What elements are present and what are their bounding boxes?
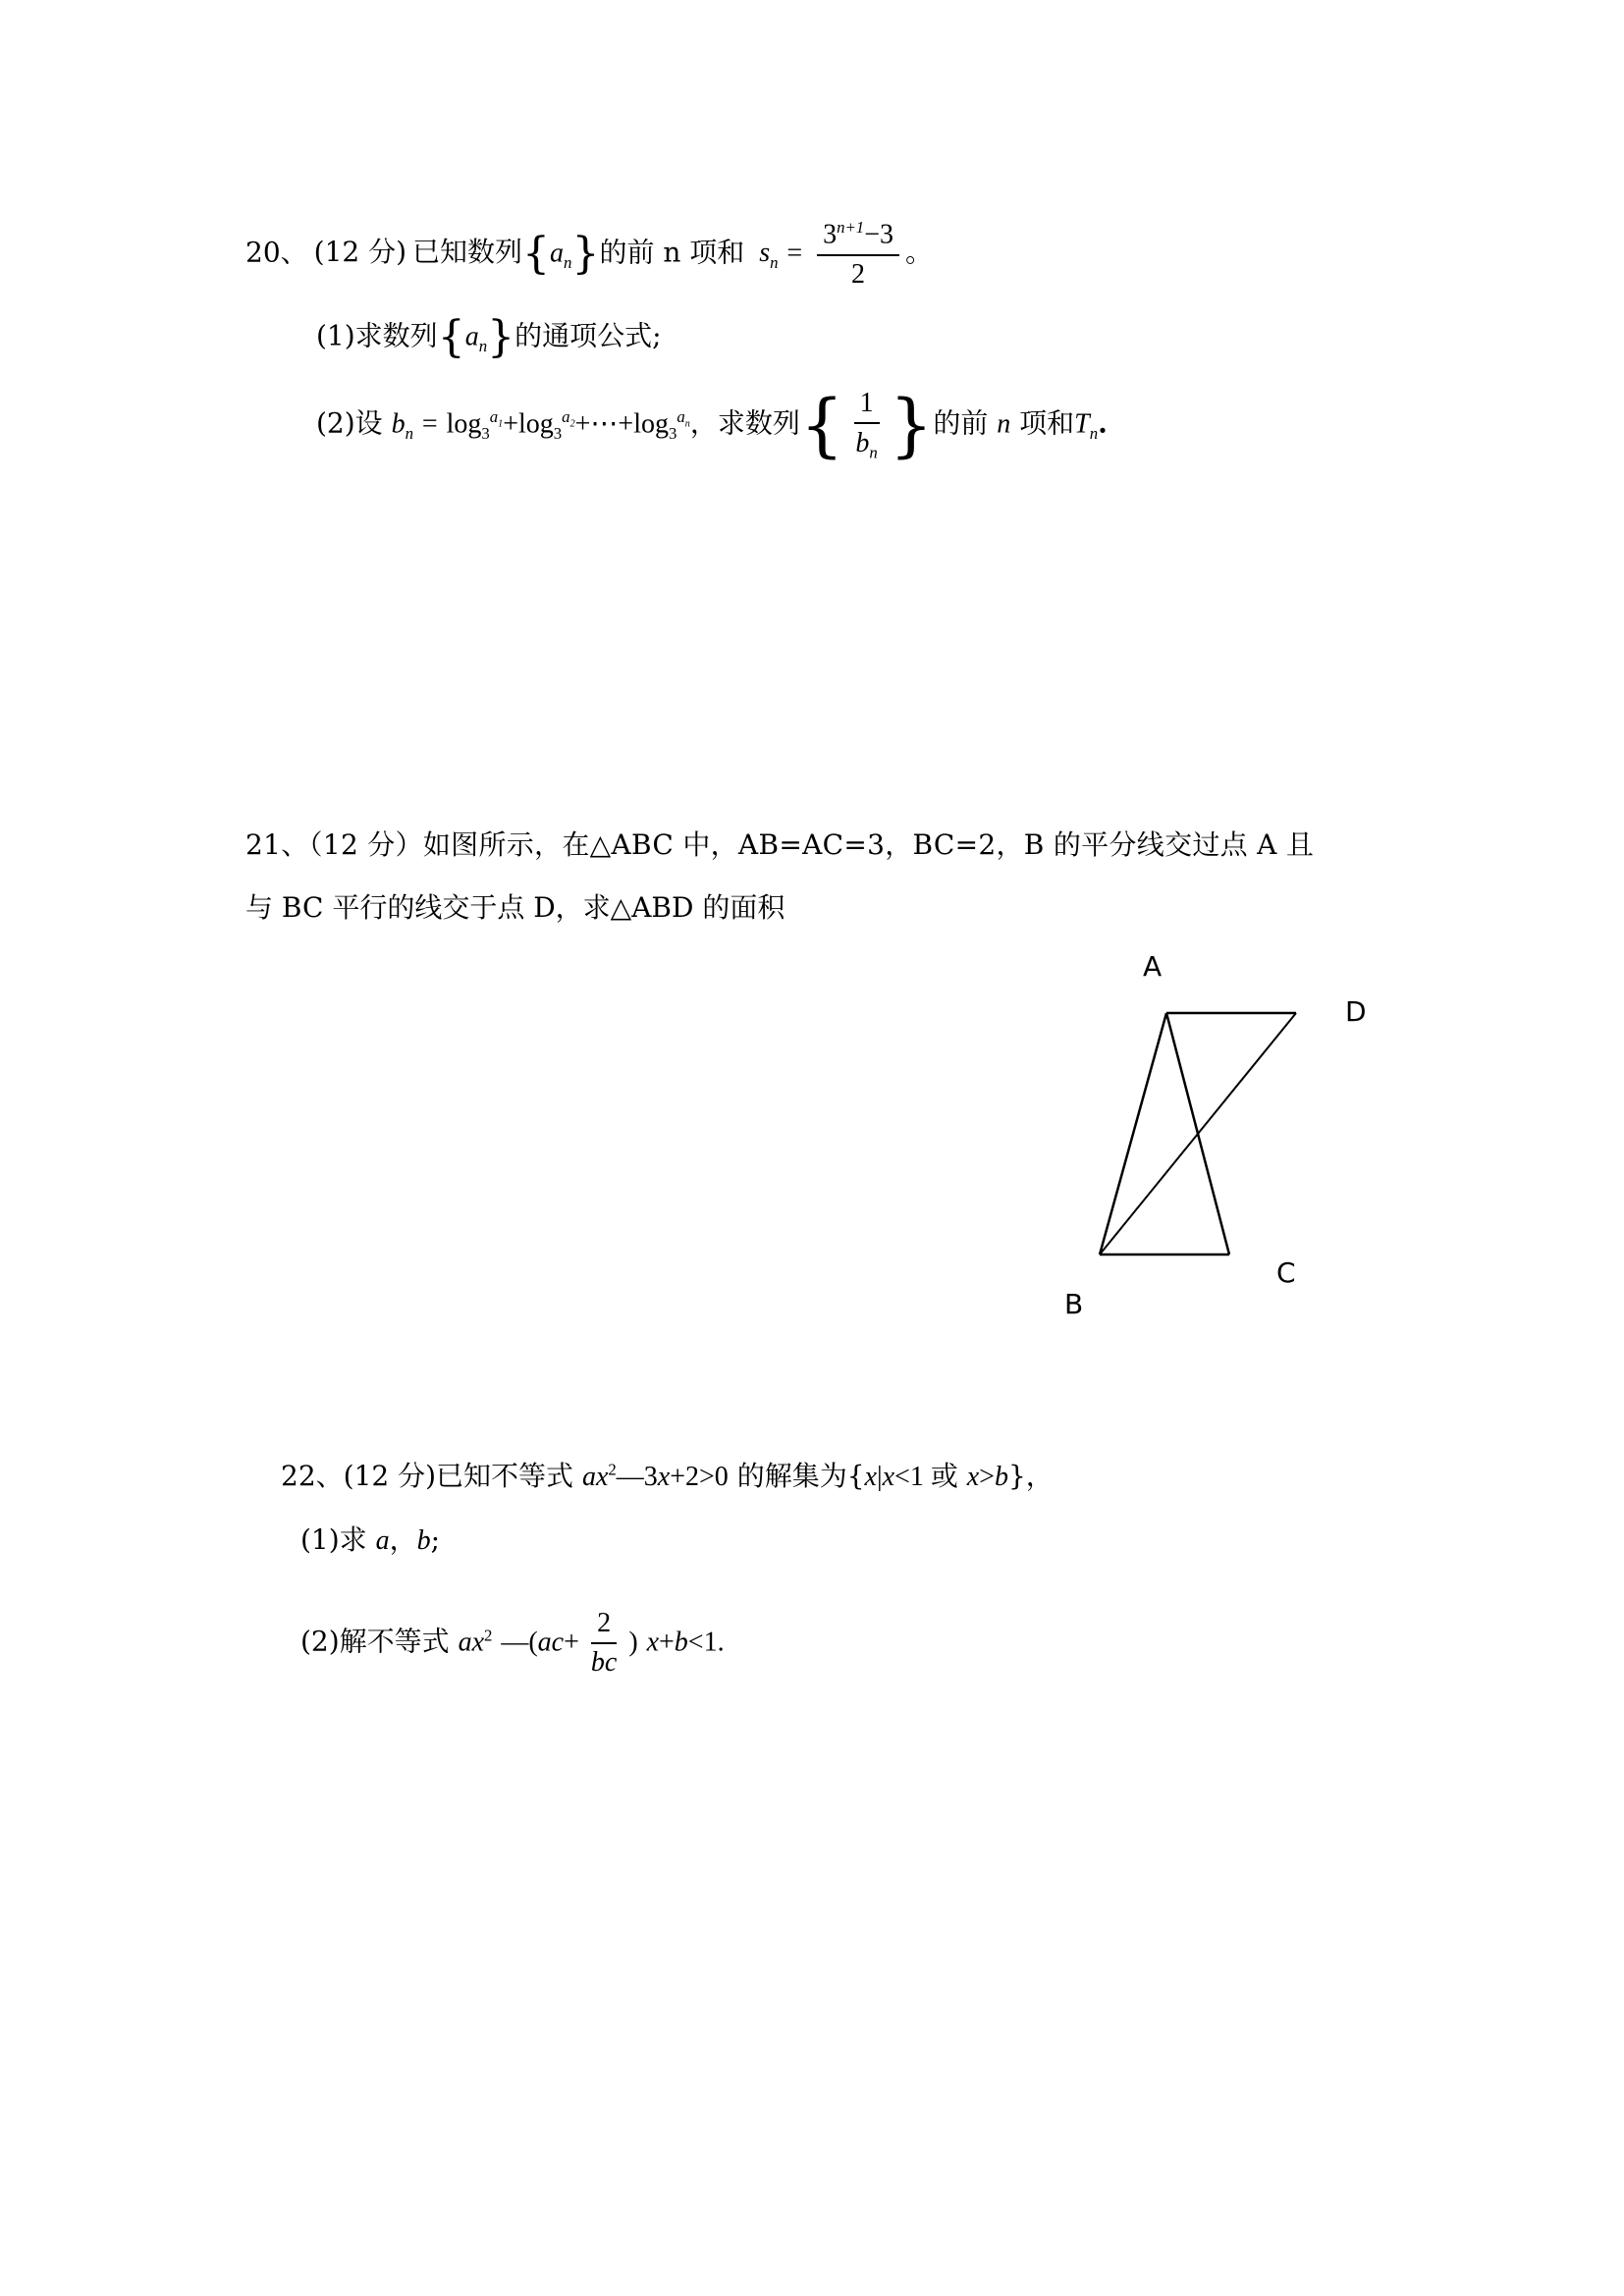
q22-part1: (1)求 a，b; (300, 1523, 441, 1556)
q22-stem: 22、(12 分)已知不等式 $ax^2—3x+2>0$ 的解集为{x|x<1 或 x>b}， (281, 1460, 1054, 1492)
q21-line2: 与 BC 平行的线交于点 D，求△ABD 的面积 (245, 891, 785, 924)
q20-reciprocal-fraction: $\frac{1}{b_n}$ (855, 388, 878, 462)
q20-number: 20、 (245, 236, 308, 269)
segment-bd (1100, 1013, 1296, 1255)
q21-line1: 21、（12 分）如图所示，在△ABC 中，AB=AC=3，BC=2，B 的平分线交过点 A 且 (245, 828, 1315, 861)
q22-fraction: $\frac{2}{bc}$ (590, 1608, 618, 1679)
segment-ab (1100, 1013, 1166, 1255)
q20-part1: (1)求数列$\{a_n\}$的通项公式; (316, 312, 662, 362)
label-a: A (1143, 950, 1163, 983)
label-c: C (1276, 1256, 1296, 1289)
label-d: D (1345, 995, 1367, 1028)
label-b: B (1064, 1288, 1084, 1320)
q20-sum-fraction: $\frac{3^{n+1}-3}{2}$ (817, 218, 899, 291)
q22-part2: (2)解不等式 $ax^2$ —(ac+ $\frac{2}{bc}$ ) x+b<1. (300, 1608, 725, 1679)
triangle-figure (1041, 942, 1414, 1335)
q20-stem: 20、 (12 分) 已知数列$\{a_n\}$的前 n 项和 $s_n$ = $\frac{3^{n+1}-3}{2}$ 。 (245, 218, 934, 290)
q20-part2: (2)设 $b_n$ = $\log_3^{a_1}+\log_3^{a_2}+\cdots+\log_3^{a_n}$，求数列{ $\frac{1}{b_n}$ }的前 n 项和$T_n$. (316, 385, 1108, 466)
q20-points: (12 分) (313, 236, 407, 269)
